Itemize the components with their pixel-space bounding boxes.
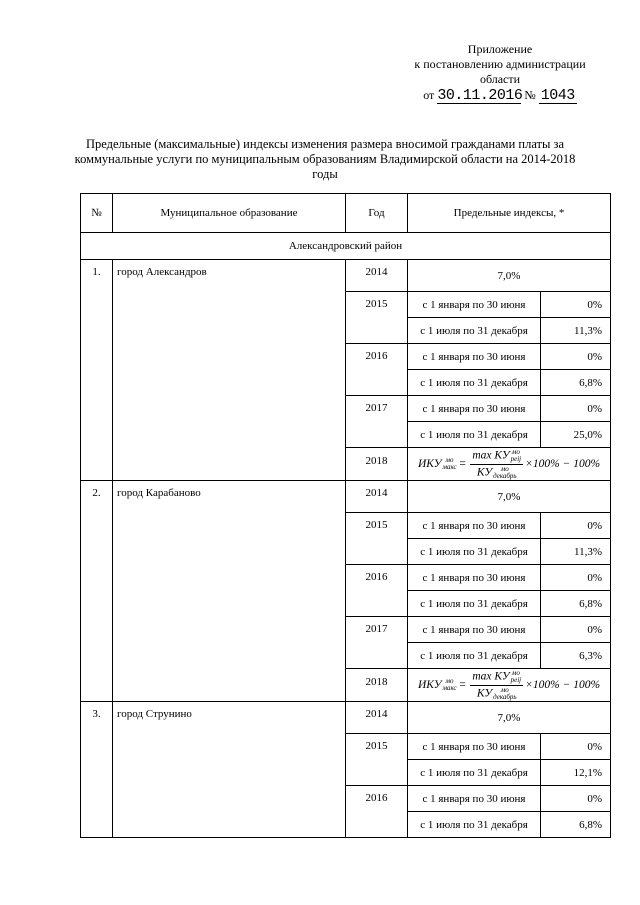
entity-name: город Александров bbox=[113, 260, 346, 481]
formula-cell bbox=[408, 448, 611, 481]
index-value: 11,3% bbox=[541, 318, 611, 344]
year-cell: 2014 bbox=[346, 702, 408, 734]
index-value: 0% bbox=[541, 344, 611, 370]
decree-number: 1043 bbox=[540, 87, 575, 104]
year-cell: 2018 bbox=[346, 669, 408, 702]
appendix-date-line bbox=[380, 88, 620, 104]
year-cell: 2016 bbox=[346, 344, 408, 396]
year-cell: 2014 bbox=[346, 481, 408, 513]
formula bbox=[418, 670, 600, 701]
formula-fraction bbox=[470, 449, 523, 480]
formula-numerator: max КУ мо peij bbox=[472, 447, 522, 463]
period-cell: с 1 июля по 31 декабря bbox=[408, 422, 541, 448]
period-cell: с 1 января по 30 июня bbox=[408, 786, 541, 812]
table-row bbox=[81, 481, 611, 513]
formula-lhs-sup: мо bbox=[445, 677, 454, 685]
formula-lhs: ИКУ bbox=[417, 679, 442, 691]
index-value: 6,8% bbox=[541, 812, 611, 838]
period-cell: с 1 января по 30 июня bbox=[408, 734, 541, 760]
appendix-region: области bbox=[479, 72, 521, 86]
table-row bbox=[81, 702, 611, 734]
header-year: Год bbox=[346, 194, 408, 233]
index-value: 6,8% bbox=[541, 370, 611, 396]
index-value: 12,1% bbox=[541, 760, 611, 786]
document-title bbox=[70, 137, 580, 182]
index-value: 0% bbox=[541, 734, 611, 760]
formula-fraction bbox=[470, 670, 523, 701]
decree-date: 30.11.2016 bbox=[437, 87, 523, 104]
entity-number: 3. bbox=[81, 702, 113, 838]
year-cell: 2015 bbox=[346, 513, 408, 565]
formula-tail: ×100% − 100% bbox=[525, 679, 601, 691]
formula-eq: = bbox=[458, 679, 467, 691]
appendix-block bbox=[380, 42, 620, 104]
formula-numerator: max КУ мо peij bbox=[472, 668, 522, 684]
table-header-row bbox=[81, 194, 611, 233]
period-cell: с 1 января по 30 июня bbox=[408, 565, 541, 591]
index-value: 0% bbox=[541, 565, 611, 591]
header-municipality: Муниципальное образование bbox=[113, 194, 346, 233]
index-value: 0% bbox=[541, 786, 611, 812]
header-num: № bbox=[81, 194, 113, 233]
year-cell: 2017 bbox=[346, 396, 408, 448]
formula bbox=[418, 449, 600, 480]
period-cell: с 1 июля по 31 декабря bbox=[408, 318, 541, 344]
year-cell: 2016 bbox=[346, 565, 408, 617]
period-cell: с 1 января по 30 июня bbox=[408, 292, 541, 318]
period-cell: с 1 июля по 31 декабря bbox=[408, 539, 541, 565]
period-cell: с 1 июля по 31 декабря bbox=[408, 591, 541, 617]
index-value: 6,3% bbox=[541, 643, 611, 669]
formula-tail: ×100% − 100% bbox=[525, 458, 601, 470]
formula-lhs-sup: мо bbox=[445, 456, 454, 464]
period-cell: с 1 января по 30 июня bbox=[408, 396, 541, 422]
appendix-title: Приложение bbox=[467, 42, 533, 56]
year-cell: 2017 bbox=[346, 617, 408, 669]
index-value: 7,0% bbox=[408, 702, 611, 734]
table-row bbox=[81, 260, 611, 292]
index-value: 7,0% bbox=[408, 260, 611, 292]
year-cell: 2016 bbox=[346, 786, 408, 838]
formula-lhs-sub: макс bbox=[442, 684, 457, 692]
period-cell: с 1 июля по 31 декабря bbox=[408, 370, 541, 396]
formula-eq: = bbox=[458, 458, 467, 470]
year-cell: 2015 bbox=[346, 292, 408, 344]
entity-name: город Струнино bbox=[113, 702, 346, 838]
period-cell: с 1 июля по 31 декабря bbox=[408, 643, 541, 669]
formula-cell bbox=[408, 669, 611, 702]
entity-number: 2. bbox=[81, 481, 113, 702]
index-value: 11,3% bbox=[541, 539, 611, 565]
title-line-2: коммунальные услуги по муниципальным образованиям Владимирской области на 2014-2018 bbox=[74, 152, 576, 166]
year-cell: 2018 bbox=[346, 448, 408, 481]
title-line-1: Предельные (максимальные) индексы изменения размера вносимой гражданами платы за bbox=[85, 137, 565, 151]
indices-table bbox=[80, 193, 611, 838]
entity-name: город Карабаново bbox=[113, 481, 346, 702]
index-value: 0% bbox=[541, 292, 611, 318]
formula-denominator: КУ мо декабрь bbox=[476, 464, 517, 480]
year-cell: 2015 bbox=[346, 734, 408, 786]
district-name: Александровский район bbox=[81, 233, 611, 260]
period-cell: с 1 июля по 31 декабря bbox=[408, 812, 541, 838]
index-value: 7,0% bbox=[408, 481, 611, 513]
formula-lhs: ИКУ bbox=[417, 458, 442, 470]
period-cell: с 1 июля по 31 декабря bbox=[408, 760, 541, 786]
period-cell: с 1 января по 30 июня bbox=[408, 344, 541, 370]
entity-number: 1. bbox=[81, 260, 113, 481]
appendix-subtitle: к постановлению администрации bbox=[414, 57, 586, 71]
index-value: 6,8% bbox=[541, 591, 611, 617]
index-value: 25,0% bbox=[541, 422, 611, 448]
period-cell: с 1 января по 30 июня bbox=[408, 513, 541, 539]
district-row bbox=[81, 233, 611, 260]
index-value: 0% bbox=[541, 617, 611, 643]
number-sign: № bbox=[524, 88, 536, 102]
year-cell: 2014 bbox=[346, 260, 408, 292]
formula-lhs-sub: макс bbox=[442, 463, 457, 471]
formula-denominator: КУ мо декабрь bbox=[476, 685, 517, 701]
title-line-3: годы bbox=[312, 167, 338, 181]
date-prefix: от bbox=[423, 88, 435, 102]
index-value: 0% bbox=[541, 513, 611, 539]
header-indices: Предельные индексы, * bbox=[408, 194, 611, 233]
period-cell: с 1 января по 30 июня bbox=[408, 617, 541, 643]
index-value: 0% bbox=[541, 396, 611, 422]
